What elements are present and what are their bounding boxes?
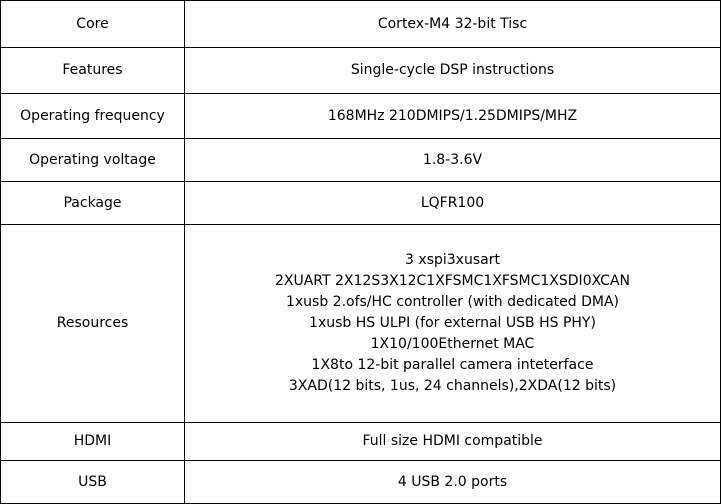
row-label: Features: [1, 48, 185, 94]
table-row: [1, 139, 721, 182]
table-row: [1, 423, 721, 461]
value-line: Cortex-M4 32-bit Tisc: [377, 15, 528, 32]
row-value: [185, 182, 721, 225]
row-value: [185, 461, 721, 504]
row-value: [185, 94, 721, 139]
table-row: [1, 461, 721, 504]
table-row: [1, 1, 721, 48]
value-line: Single-cycle DSP instructions: [350, 62, 555, 78]
table-row: [1, 225, 721, 423]
value-line: 1xusb HS ULPI (for external USB HS PHY): [309, 315, 596, 331]
row-value: [185, 225, 721, 423]
value-line: 2XUART 2X12S3X12C1XFSMC1XFSMC1XSDI0XCAN: [274, 273, 630, 289]
row-label: Operating voltage: [1, 139, 185, 182]
value-line: 1X8to 12-bit parallel camera inteterface: [311, 357, 594, 373]
value-line: 4 USB 2.0 ports: [397, 473, 508, 490]
row-label: Operating frequency: [1, 94, 185, 139]
row-value: [185, 48, 721, 94]
value-line: 168MHz 210DMIPS/1.25DMIPS/MHZ: [327, 107, 578, 124]
table-row: [1, 182, 721, 225]
value-line: 3XAD(12 bits, 1us, 24 channels),2XDA(12 bits): [288, 378, 617, 394]
row-value: [185, 423, 721, 461]
table-row: [1, 94, 721, 139]
value-line: 1xusb 2.ofs/HC controller (with dedicated DMA): [285, 294, 620, 310]
row-value: [185, 1, 721, 48]
row-label: Resources: [1, 225, 185, 423]
value-line: 3 xspi3xusart: [405, 252, 500, 268]
row-label: Package: [1, 182, 185, 225]
value-line: Full size HDMI compatible: [362, 433, 543, 449]
row-label: USB: [1, 461, 185, 504]
value-line: LQFR100: [420, 194, 485, 211]
row-value: [185, 139, 721, 182]
value-line: 1.8-3.6V: [422, 151, 483, 168]
row-label: HDMI: [1, 423, 185, 461]
table-row: [1, 48, 721, 94]
value-line: 1X10/100Ethernet MAC: [370, 336, 535, 352]
row-label: Core: [1, 1, 185, 48]
